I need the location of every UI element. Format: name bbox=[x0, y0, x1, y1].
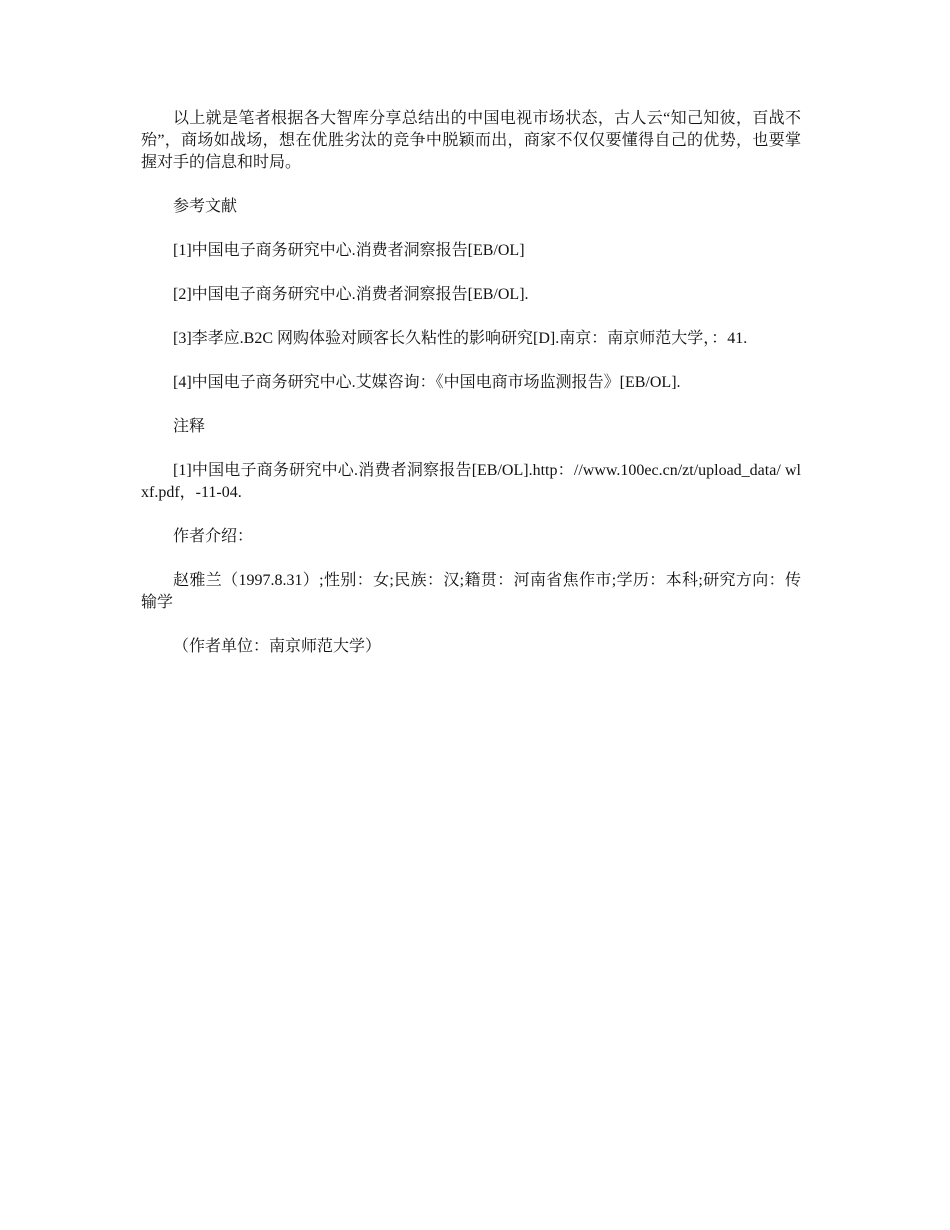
body-paragraph: 以上就是笔者根据各大智库分享总结出的中国电视市场状态，古人云“知己知彼，百战不殆”，商场如战场，想在优胜劣汰的竞争中脱颖而出，商家不仅仅要懂得自己的优势，也要掌握对手的信息和时局。 bbox=[141, 110, 801, 171]
notes-heading: 注释 bbox=[173, 418, 206, 435]
reference-item-1: [1]中国电子商务研究中心.消费者洞察报告[EB/OL] bbox=[173, 242, 525, 259]
reference-item-4: [4]中国电子商务研究中心.艾媒咨询：《中国电商市场监测报告》[EB/OL]. bbox=[173, 374, 681, 391]
author-unit: （作者单位：南京师范大学） bbox=[173, 638, 382, 655]
references-heading: 参考文献 bbox=[173, 198, 238, 215]
reference-item-3: [3]李孝应.B2C 网购体验对顾客长久粘性的影响研究[D].南京：南京师范大学，：41. bbox=[173, 330, 748, 347]
author-heading: 作者介绍： bbox=[173, 528, 254, 545]
author-info: 赵雅兰（1997.8.31）;性别：女;民族：汉;籍贯：河南省焦作市;学历：本科;研究方向：传输学 bbox=[141, 572, 801, 611]
note-item-1: [1]中国电子商务研究中心.消费者洞察报告[EB/OL].http：//www.100ec.cn/zt/upload_data/ wlxf.pdf，-11-04. bbox=[141, 462, 801, 501]
reference-item-2: [2]中国电子商务研究中心.消费者洞察报告[EB/OL]. bbox=[173, 286, 529, 303]
document-body bbox=[141, 108, 801, 680]
